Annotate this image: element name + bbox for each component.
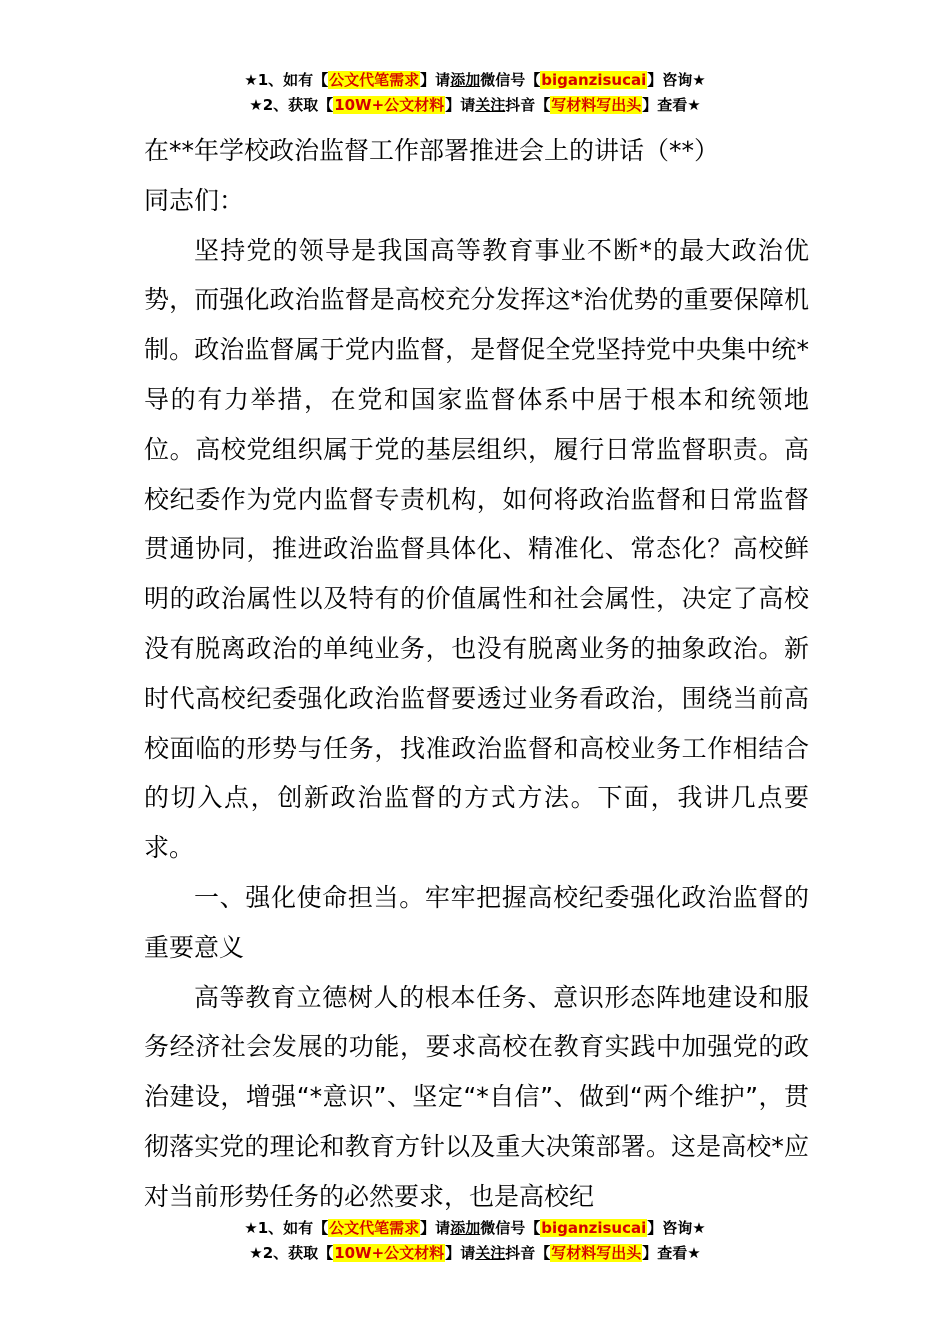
paragraph-section-1: 高等教育立德树人的根本任务、意识形态阵地建设和服务经济社会发展的功能，要求高校在教育实践中加强党的政治建设，增强“*意识”、坚定“*自信”、做到“两个维护”，贯彻落实党的理论和教育方针以及重大决策部署。这是高校*应对当前形势任务的必然要求，也是高校纪 (144, 982, 809, 1211)
promo-line-1: ★1、如有【公文代笔需求】请添加微信号【biganzisucai】咨询★ (244, 1219, 706, 1237)
salutation: 同志们： (144, 185, 245, 215)
document-title: 在**年学校政治监督工作部署推进会上的讲话（**） (144, 136, 720, 165)
section-heading-1: 一、强化使命担当。牢牢把握高校纪委强化政治监督的重要意义 (144, 882, 809, 962)
highlight-douyin-id: 写材料写出头 (551, 96, 642, 114)
highlight-wechat-id: biganzisucai (541, 71, 647, 89)
highlight-douyin-id: 写材料写出头 (551, 1244, 642, 1262)
paragraph-intro: 坚持党的领导是我国高等教育事业不断*的最大政治优势，而强化政治监督是高校充分发挥这*治优势的重要保障机制。政治监督属于党内监督，是督促全党坚持党中央集中统*导的有力举措，在党和国家监督体系中居于根本和统领地位。高校党组织属于党的基层组织，履行日常监督职责。高校纪委作为党内监督专责机构，如何将政治监督和日常监督贯通协同，推进政治监督具体化、精准化、常态化？高校鲜明的政治属性以及特有的价值属性和社会属性，决定了高校没有脱离政治的单纯业务，也没有脱离业务的抽象政治。新时代高校纪委强化政治监督要透过业务看政治，围绕当前高校面临的形势与任务，找准政治监督和高校业务工作相结合的切入点，创新政治监督的方式方法。下面，我讲几点要求。 (144, 235, 809, 863)
promo-line-2: ★2、获取【10W+公文材料】请关注抖音【写材料写出头】查看★ (249, 1244, 701, 1262)
promo-line-2: ★2、获取【10W+公文材料】请关注抖音【写材料写出头】查看★ (249, 96, 701, 114)
promo-banner-bottom (0, 1216, 950, 1266)
promo-banner-top (0, 68, 950, 118)
highlight-service: 公文代笔需求 (329, 71, 420, 89)
highlight-materials: 10W+公文材料 (334, 96, 445, 114)
highlight-service: 公文代笔需求 (329, 1219, 420, 1237)
promo-line-1: ★1、如有【公文代笔需求】请添加微信号【biganzisucai】咨询★ (244, 71, 706, 89)
highlight-materials: 10W+公文材料 (334, 1244, 445, 1262)
document-body (144, 126, 809, 1222)
highlight-wechat-id: biganzisucai (541, 1219, 647, 1237)
